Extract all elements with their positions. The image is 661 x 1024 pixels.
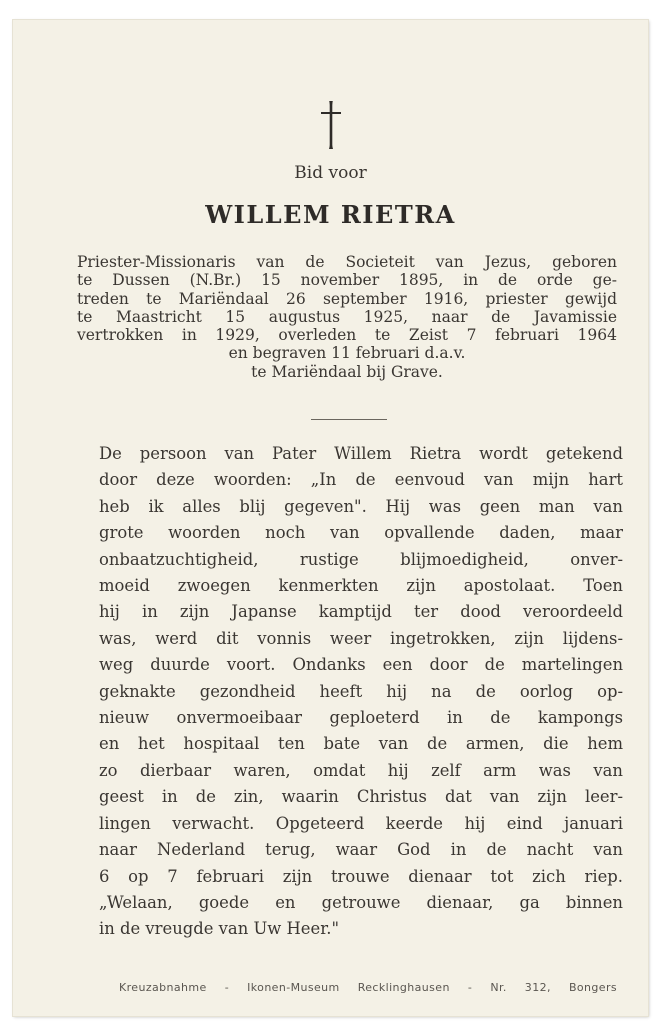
bio-line: te Dussen (N.Br.) 15 november 1895, in de orde ge- [77,271,617,290]
divider [311,419,387,420]
bio-line: en begraven 11 februari d.a.v. [228,344,466,363]
text-line: 6 op 7 februari zijn trouwe dienaar tot zich riep. [99,866,623,886]
text-line: weg duurde voort. Ondanks een door de martelingen [99,655,623,675]
text-line: was, werd dit vonnis weer ingetrokken, zijn lijdens- [99,628,623,648]
biography [77,253,617,381]
text-line: onbaatzuchtigheid, rustige blijmoedigheid, onver- [99,549,623,569]
text-line: naar Nederland terug, waar God in de nacht van [99,840,623,860]
bio-line: te Mariëndaal bij Grave. [251,362,443,381]
memorial-text [99,441,623,943]
text-line: en het hospitaal ten bate van de armen, die hem [99,734,623,754]
text-line: „Welaan, goede en getrouwe dienaar, ga binnen [99,892,623,912]
text-line: zo dierbaar waren, omdat hij zelf arm was van [99,760,623,780]
text-line: moeid zwoegen kenmerkten zijn apostolaat. Toen [99,576,623,596]
bio-line: te Maastricht 15 augustus 1925, naar de Javamissie [77,307,617,326]
text-line: in de vreugde van Uw Heer." [99,919,339,939]
text-line: geest in de zin, waarin Christus dat van zijn leer- [99,787,623,807]
text-line: nieuw onvermoeibaar geploeterd in de kampongs [99,708,623,728]
text-line: geknakte gezondheid heeft hij na de oorlog op- [99,681,623,701]
text-line: grote woorden noch van opvallende daden, maar [99,523,623,543]
text-line: lingen verwacht. Opgeteerd keerde hij eind januari [99,813,623,833]
text-line: hij in zijn Japanse kamptijd ter dood veroordeeld [99,602,623,622]
bio-line: treden te Mariëndaal 26 september 1916, priester gewijd [77,289,617,308]
text-line: De persoon van Pater Willem Rietra wordt getekend [99,444,623,463]
memorial-card [13,20,648,1016]
bio-line: Priester-Missionaris van de Societeit van Jezus, geboren [77,253,617,271]
prayer-heading: Bid voor [294,163,367,183]
image-credit: Kreuzabnahme - Ikonen-Museum Recklinghausen - Nr. 312, Bongers [119,981,617,994]
bio-line: vertrokken in 1929, overleden te Zeist 7 februari 1964 [77,326,617,345]
deceased-name: WILLEM RIETRA [205,200,456,229]
latin-cross-icon [13,98,648,152]
text-line: door deze woorden: „In de eenvoud van mijn hart [99,470,623,490]
text-line: heb ik alles blij gegeven". Hij was geen man van [99,496,623,516]
